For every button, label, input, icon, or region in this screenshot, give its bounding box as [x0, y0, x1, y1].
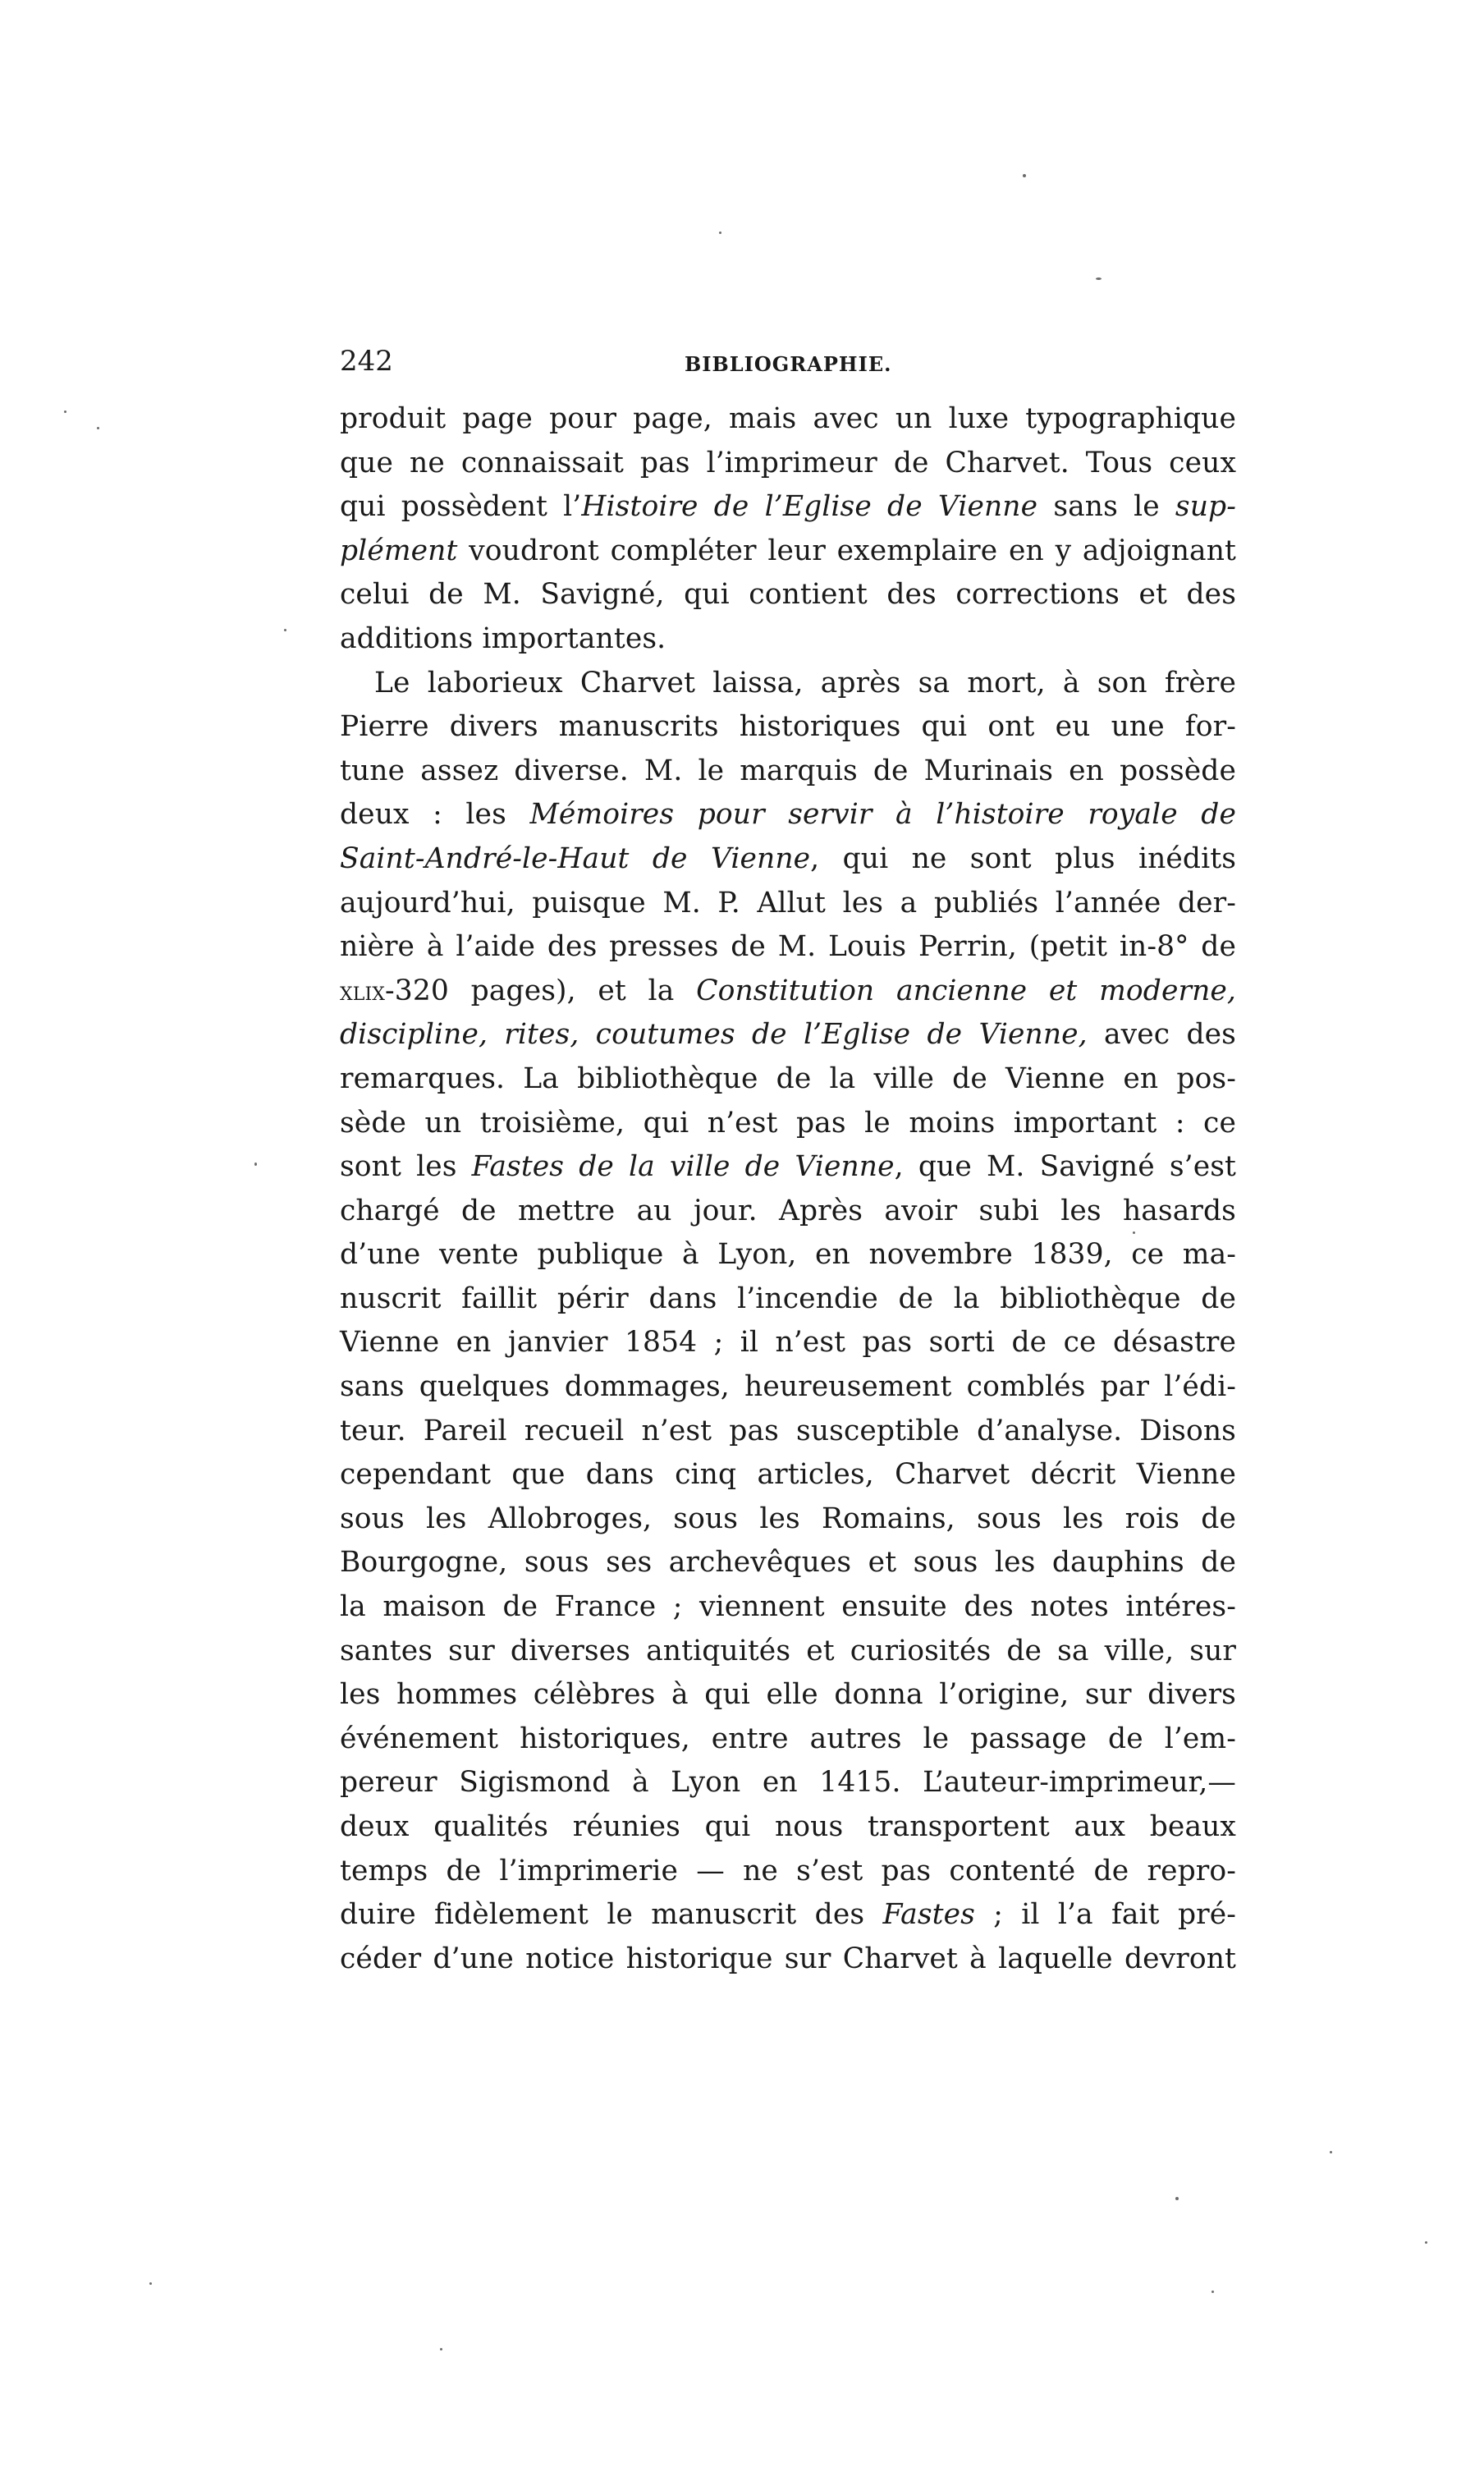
- text-line: que ne connaissait pas l’imprimeur de Charvet. Tous ceux: [340, 446, 1236, 479]
- body-text: [340, 397, 1236, 1981]
- text-run: deux : les: [340, 798, 530, 832]
- running-title: BIBLIOGRAPHIE.: [685, 352, 892, 376]
- text-line: pereur Sigismond à Lyon en 1415. L’auteur-imprimeur,—: [340, 1766, 1236, 1800]
- book-title: Saint-André-le-Haut de Vienne: [340, 842, 811, 875]
- scan-speck: [254, 1163, 257, 1166]
- text-line: céder d’une notice historique sur Charvet à laquelle devront: [340, 1942, 1236, 1975]
- scan-speck: [1175, 2197, 1179, 2200]
- book-title: Histoire de l’Eglise de Vienne: [581, 490, 1038, 524]
- text-line: tune assez diverse. M. le marquis de Murinais en possède: [340, 754, 1236, 787]
- book-title: Constitution ancienne et moderne,: [696, 974, 1236, 1007]
- text-line: teur. Pareil recueil n’est pas susceptible d’analyse. Disons: [340, 1414, 1236, 1447]
- text-line: la maison de France ; viennent ensuite des notes intéres-: [340, 1590, 1236, 1624]
- text-line: nière à l’aide des presses de M. Louis Perrin, (petit in-8° de: [340, 930, 1236, 964]
- text-run: duire fidèlement le manuscrit des: [340, 1898, 883, 1932]
- scan-speck: [1425, 2241, 1427, 2244]
- text-line: sous les Allobroges, sous les Romains, sous les rois de: [340, 1502, 1236, 1535]
- text-line: santes sur diverses antiquités et curiosités de sa ville, sur: [340, 1634, 1236, 1667]
- text-line: cependant que dans cinq articles, Charvet décrit Vienne: [340, 1458, 1236, 1492]
- text-line: sède un troisième, qui n’est pas le moins important : ce: [340, 1106, 1236, 1140]
- page-number: 242: [340, 345, 393, 378]
- scan-speck: [719, 232, 721, 234]
- text-line: additions importantes.: [340, 621, 666, 655]
- italic-word: sup-: [1175, 490, 1236, 524]
- book-title: Mémoires pour servir à l’histoire royale de: [529, 798, 1236, 832]
- roman-numeral: xlix: [340, 976, 386, 1007]
- text-run: -320 pages), et la: [385, 974, 697, 1007]
- text-line: deux qualités réunies qui nous transportent aux beaux: [340, 1810, 1236, 1843]
- text-line: temps de l’imprimerie — ne s’est pas contenté de repro-: [340, 1854, 1236, 1887]
- text-run: qui possèdent l’: [340, 490, 582, 524]
- text-run: ; il l’a fait pré-: [974, 1898, 1236, 1932]
- page-header: [340, 341, 1243, 382]
- text-line: produit page pour page, mais avec un luxe typographique: [340, 402, 1236, 435]
- scan-speck: [284, 629, 286, 631]
- text-line: événement historiques, entre autres le passage de l’em-: [340, 1722, 1236, 1755]
- scan-speck: [440, 2348, 442, 2350]
- scan-speck: [1023, 174, 1026, 177]
- text-line: [340, 530, 1236, 574]
- scan-speck: [1211, 2291, 1214, 2293]
- text-line: d’une vente publique à Lyon, en novembre 1839, ce ma-: [340, 1238, 1236, 1272]
- text-line: [340, 793, 1236, 837]
- scan-speck: [1096, 277, 1102, 280]
- scan-speck: [64, 410, 66, 413]
- text-line: Vienne en janvier 1854 ; il n’est pas sorti de ce désastre: [340, 1326, 1236, 1360]
- text-line: Bourgogne, sous ses archevêques et sous les dauphins de: [340, 1546, 1236, 1580]
- text-line: [340, 485, 1236, 530]
- text-line: sans quelques dommages, heureusement comblés par l’édi-: [340, 1370, 1236, 1404]
- text-line: [340, 1013, 1236, 1057]
- scan-speck: [149, 2282, 152, 2285]
- text-line: chargé de mettre au jour. Après avoir subi les hasards: [340, 1194, 1236, 1227]
- text-line: [340, 1893, 1236, 1938]
- text-line: [340, 1145, 1236, 1190]
- text-run: voudront compléter leur exemplaire en y adjoignant: [457, 534, 1236, 567]
- italic-word: plément: [340, 534, 458, 567]
- text-run: , qui ne sont plus inédits: [810, 842, 1237, 875]
- text-line: [340, 837, 1236, 882]
- text-line: aujourd’hui, puisque M. P. Allut les a publiés l’année der-: [340, 886, 1236, 919]
- text-run: sans le: [1037, 490, 1175, 524]
- text-run: , que M. Savigné s’est: [894, 1150, 1236, 1184]
- text-run: avec des: [1087, 1018, 1236, 1052]
- text-run: sont les: [340, 1150, 472, 1184]
- scan-speck: [1330, 2151, 1332, 2153]
- text-line: remarques. La bibliothèque de la ville de Vienne en pos-: [340, 1062, 1236, 1095]
- book-title: discipline, rites, coutumes de l’Eglise de Vienne,: [340, 1018, 1088, 1052]
- text-line: Le laborieux Charvet laissa, après sa mort, à son frère: [374, 666, 1236, 699]
- book-title: Fastes de la ville de Vienne: [471, 1150, 895, 1184]
- text-line: celui de M. Savigné, qui contient des corrections et des: [340, 578, 1236, 612]
- text-line: [340, 970, 1236, 1014]
- text-line: Pierre divers manuscrits historiques qui ont eu une for-: [340, 710, 1236, 744]
- text-line: nuscrit faillit périr dans l’incendie de la bibliothèque de: [340, 1282, 1236, 1315]
- book-title: Fastes: [882, 1898, 975, 1932]
- text-line: les hommes célèbres à qui elle donna l’origine, sur divers: [340, 1678, 1236, 1712]
- scan-speck: [97, 427, 99, 429]
